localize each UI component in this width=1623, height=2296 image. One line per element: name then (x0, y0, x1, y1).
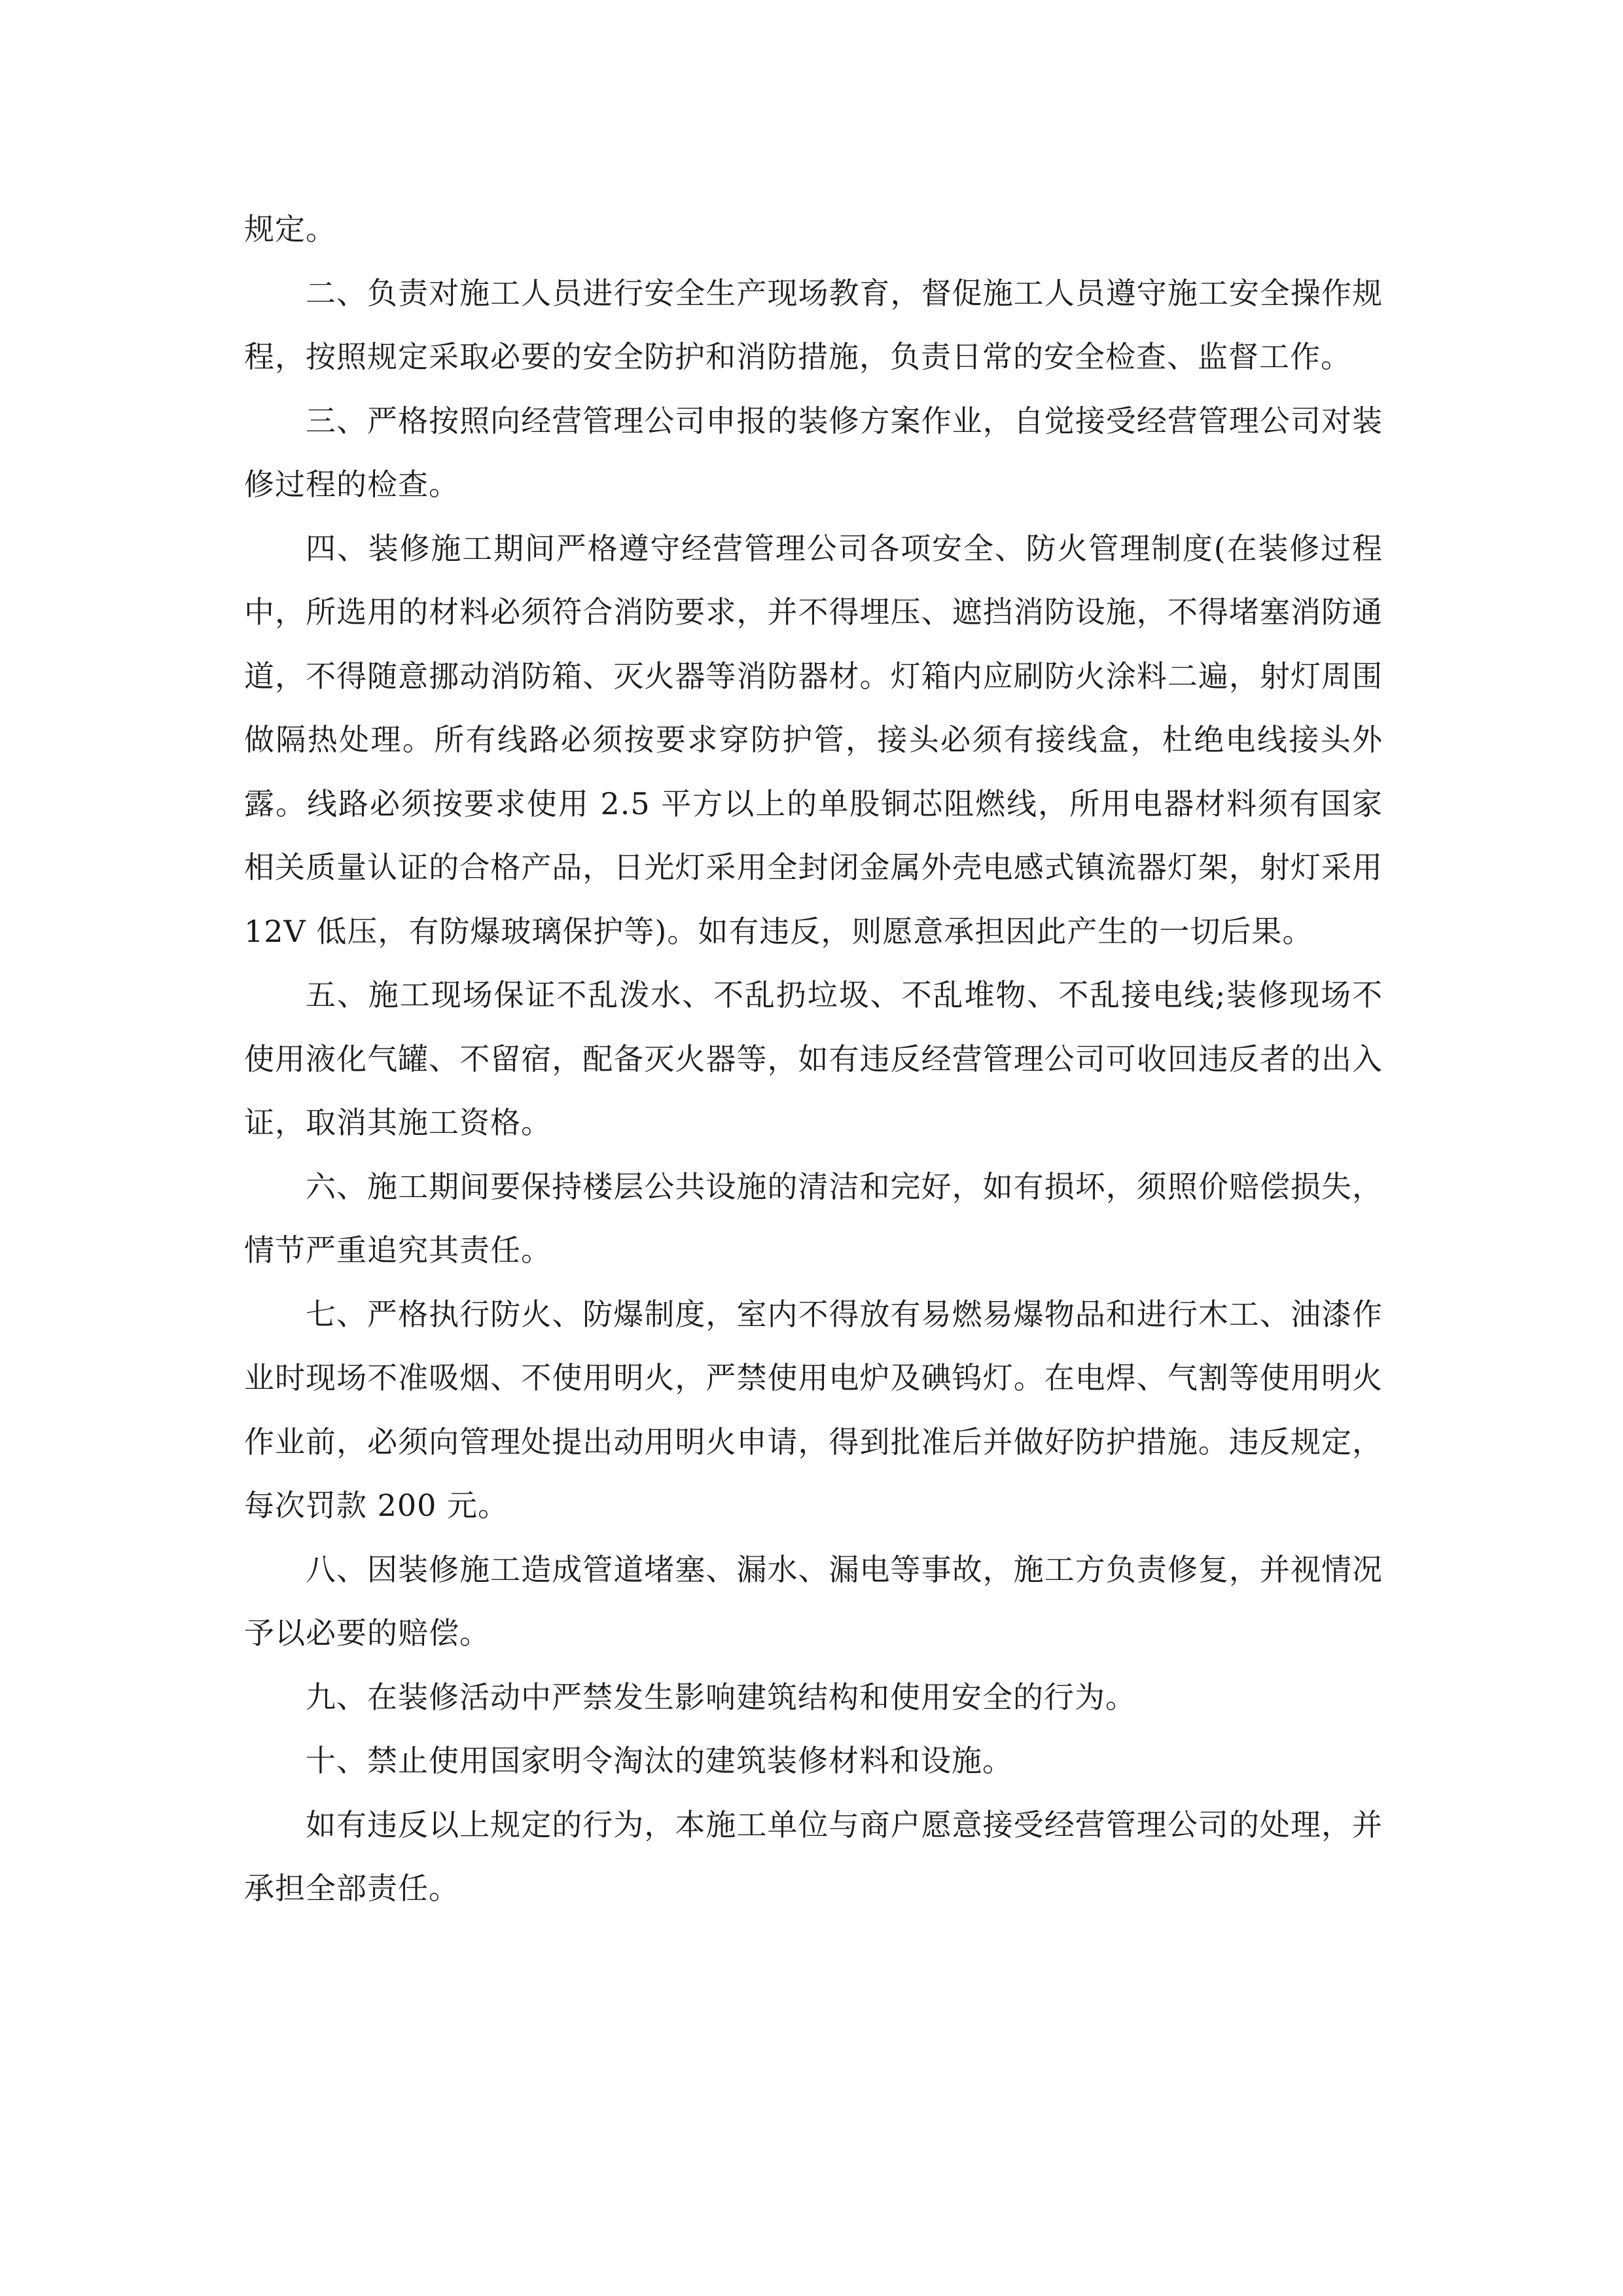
paragraph-item-9: 九、在装修活动中严禁发生影响建筑结构和使用安全的行为。 (306, 1679, 1136, 1715)
paragraph-item-5: 五、施工现场保证不乱泼水、不乱扔垃圾、不乱堆物、不乱接电线;装修现场不使用液化气罐、不留宿，配备灭火器等，如有违反经营管理公司可收回违反者的出入证，取消其施工资格。 (244, 977, 1383, 1140)
paragraph-continuation: 规定。 (244, 211, 336, 247)
paragraph-item-3: 三、严格按照向经营管理公司申报的装修方案作业，自觉接受经营管理公司对装修过程的检查。 (244, 403, 1383, 502)
paragraph-closing: 如有违反以上规定的行为，本施工单位与商户愿意接受经营管理公司的处理，并承担全部责任。 (244, 1806, 1383, 1906)
paragraph-item-2: 二、负责对施工人员进行安全生产现场教育，督促施工人员遵守施工安全操作规程，按照规定采取必要的安全防护和消防措施，负责日常的安全检查、监督工作。 (244, 275, 1383, 374)
paragraph-item-7: 七、严格执行防火、防爆制度，室内不得放有易燃易爆物品和进行木工、油漆作业时现场不准吸烟、不使用明火，严禁使用电炉及碘钨灯。在电焊、气割等使用明火作业前，必须向管理处提出动用明火申请，得到批准后并做好防护措施。违反规定，每次罚款 200 元。 (244, 1296, 1383, 1523)
paragraph-item-4: 四、装修施工期间严格遵守经营管理公司各项安全、防火管理制度(在装修过程中，所选用的材料必须符合消防要求，并不得埋压、遮挡消防设施，不得堵塞消防通道，不得随意挪动消防箱、灭火器等消防器材。灯箱内应刷防火涂料二遍，射灯周围做隔热处理。所有线路必须按要求穿防护管，接头必须有接线盒，杜绝电线接头外露。线路必须按要求使用 2.5 平方以上的单股铜芯阻燃线，所用电器材料须有国家相关质量认证的合格产品，日光灯采用全封闭金属外壳电感式镇流器灯架，射灯采用 12V 低压，有防爆玻璃保护等)。如有违反，则愿意承担因此产生的一切后果。 (244, 530, 1383, 949)
document-body (244, 198, 1383, 1921)
paragraph-item-8: 八、因装修施工造成管道堵塞、漏水、漏电等事故，施工方负责修复，并视情况予以必要的赔偿。 (244, 1551, 1383, 1651)
paragraph-item-10: 十、禁止使用国家明令淘汰的建筑装修材料和设施。 (306, 1743, 1013, 1778)
paragraph-item-6: 六、施工期间要保持楼层公共设施的清洁和完好，如有损坏，须照价赔偿损失，情节严重追究其责任。 (244, 1168, 1383, 1268)
